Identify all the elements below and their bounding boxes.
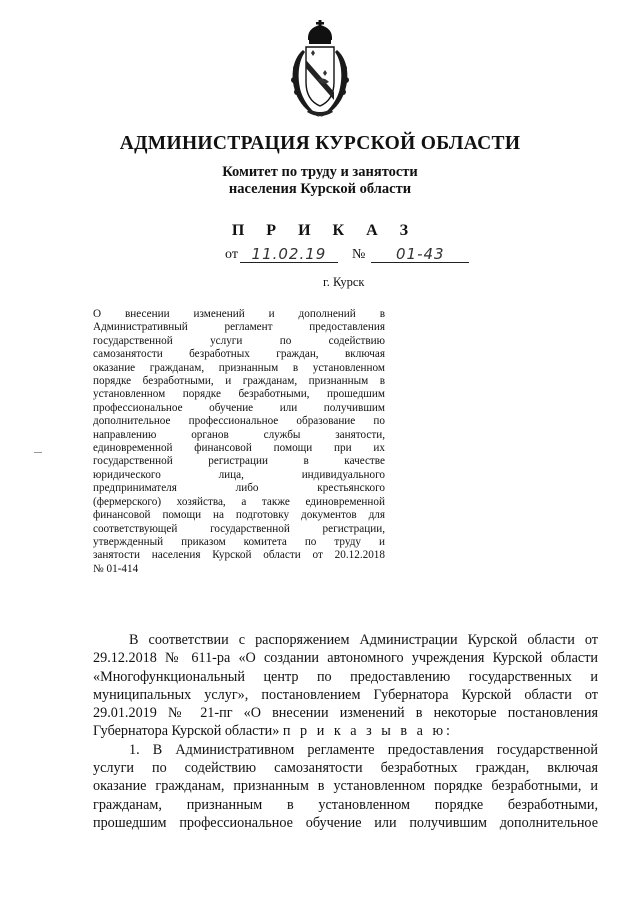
subject-line: № 01-414 bbox=[93, 562, 139, 575]
subject-line: профессиональное обучение или получившим bbox=[93, 401, 385, 414]
command-word: п р и к а з ы в а ю: bbox=[282, 723, 453, 740]
body-line: гражданам, признанным в установленном порядке безработными, bbox=[93, 796, 598, 813]
number-prefix: № bbox=[351, 247, 366, 262]
date-prefix: от bbox=[225, 247, 238, 262]
committee-line: Комитет по труду и занятости bbox=[222, 164, 418, 180]
order-date-number-line bbox=[225, 246, 469, 263]
subject-line: оказание гражданам, признанным в установленном bbox=[93, 361, 385, 374]
body-line: прошедшим профессиональное обучение или получившим дополнительное bbox=[93, 814, 598, 831]
body-line: 1. В Административном регламенте предоставления государственной bbox=[129, 741, 598, 758]
subject-line: финансовой помощи на подготовку документов для bbox=[93, 509, 385, 522]
subject-line: Административный регламент предоставления bbox=[93, 321, 385, 334]
body-line: муниципальных услуг», постановлением Губернатора Курской области от bbox=[93, 686, 598, 703]
committee-name bbox=[0, 164, 640, 198]
crown-icon bbox=[308, 20, 332, 44]
body-line: В соответствии с распоряжением Администрации Курской области от bbox=[129, 632, 598, 648]
subject-line: соответствующей государственной регистрации, bbox=[93, 522, 385, 535]
city-label: г. Курск bbox=[323, 275, 365, 289]
body-line: оказание гражданам, признанным в установленном порядке безработными, и bbox=[93, 778, 598, 795]
body-line: 29.12.2018 № 611-ра «О создании автономного учреждения Курской области bbox=[93, 650, 598, 667]
body-line: «Многофункциональный центр по предоставлению государственных и bbox=[93, 668, 598, 685]
body-line: услуги по содействию самозанятости безработных граждан, включая bbox=[93, 760, 598, 777]
subject-line: утвержденный приказом комитета по труду и bbox=[93, 535, 385, 548]
order-body bbox=[93, 631, 598, 832]
order-number: 01-43 bbox=[371, 246, 469, 263]
coat-of-arms-emblem bbox=[287, 20, 353, 120]
subject-line: единовременной финансовой помощи при их bbox=[93, 442, 385, 455]
subject-line: дополнительное профессиональное образование по bbox=[93, 415, 385, 428]
order-date: 11.02.19 bbox=[240, 246, 338, 263]
organization-title: АДМИНИСТРАЦИЯ КУРСКОЙ ОБЛАСТИ bbox=[119, 133, 521, 154]
subject-line: направлению органов службы занятости, bbox=[93, 428, 385, 441]
margin-mark bbox=[34, 452, 42, 453]
body-line: 29.01.2019 № 21-пг «О внесении изменений в некоторые постановления bbox=[93, 705, 598, 722]
subject-line: юридического лица, индивидуального bbox=[93, 468, 385, 481]
subject-line: самозанятости безработных граждан, включая bbox=[93, 348, 385, 361]
subject-line: (фермерского) хозяйства, а также единовременной bbox=[93, 495, 385, 508]
subject-line: установленном порядке безработными, прошедшим bbox=[93, 388, 385, 401]
committee-line: населения Курской области bbox=[228, 181, 412, 197]
subject-line: занятости населения Курской области от 20.12.2018 bbox=[93, 549, 385, 562]
subject-line: порядке безработными, и гражданам, признанным в bbox=[93, 375, 385, 388]
subject-line: государственной регистрации в качестве bbox=[93, 455, 385, 468]
subject-line: предпринимателя либо крестьянского bbox=[93, 482, 385, 495]
document-type: П Р И К А З bbox=[231, 222, 418, 239]
subject-line: О внесении изменений и дополнений в bbox=[93, 308, 385, 320]
preamble-last: Губернатора Курской области» bbox=[93, 723, 280, 740]
order-subject bbox=[93, 308, 385, 576]
body-line-command bbox=[93, 722, 598, 740]
subject-line: государственной услуги по содействию bbox=[93, 334, 385, 347]
